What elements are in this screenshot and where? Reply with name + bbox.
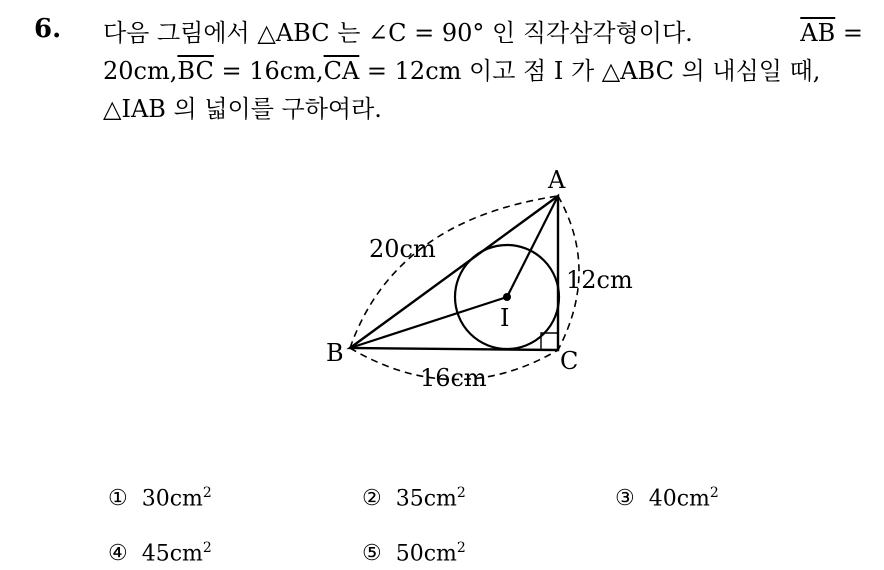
vertex-c-label: C [560,347,579,375]
length-bc: = 16cm, [221,57,324,85]
segment-bc: $\overline{BC}$ [177,57,214,85]
choice-mark: ⑤ [362,541,382,567]
incenter-point [503,293,511,301]
choice-exponent: 2 [709,485,719,501]
question-number: 6. [34,14,62,44]
choice-exponent: 2 [202,540,212,556]
length-bc-label: 16cm [420,364,487,392]
choice-value: 40cm [648,486,710,512]
stem-line-2-rest: = 12cm 이고 점 I 가 △ABC 의 내심일 때, [366,57,821,85]
choice-mark: ④ [108,541,128,567]
incenter-label: I [500,304,510,332]
choice-value: 45cm [141,541,203,567]
segment-ab: $\overline{AB}$ [800,19,836,47]
length-ab: 20cm, [103,57,178,85]
choice-mark: ① [108,486,128,512]
choice-mark: ③ [615,486,635,512]
length-ca-label: 12cm [566,266,633,294]
stem-line-1-text: 다음 그림에서 △ABC 는 ∠C = 90° 인 직각삼각형이다. [103,19,693,47]
equals-sign: = [842,19,863,47]
choice-3[interactable] [615,485,719,511]
choice-value: 50cm [395,541,457,567]
choice-1[interactable] [108,485,212,511]
choice-exponent: 2 [456,485,466,501]
choice-exponent: 2 [202,485,212,501]
choice-exponent: 2 [456,540,466,556]
segment-ca: $\overline{CA}$ [323,57,360,85]
stem-line-3: △IAB 의 넓이를 구하여라. [103,95,382,123]
choice-value: 35cm [395,486,457,512]
vertex-b-label: B [326,339,344,367]
triangle-abc [350,196,558,350]
choice-5[interactable] [362,540,466,566]
vertex-a-label: A [548,166,566,194]
length-ab-label: 20cm [369,235,436,263]
right-angle-mark [541,333,558,350]
segment-ib [350,297,510,348]
choice-mark: ② [362,486,382,512]
choice-4[interactable] [108,540,212,566]
choice-2[interactable] [362,485,466,511]
choice-value: 30cm [141,486,203,512]
